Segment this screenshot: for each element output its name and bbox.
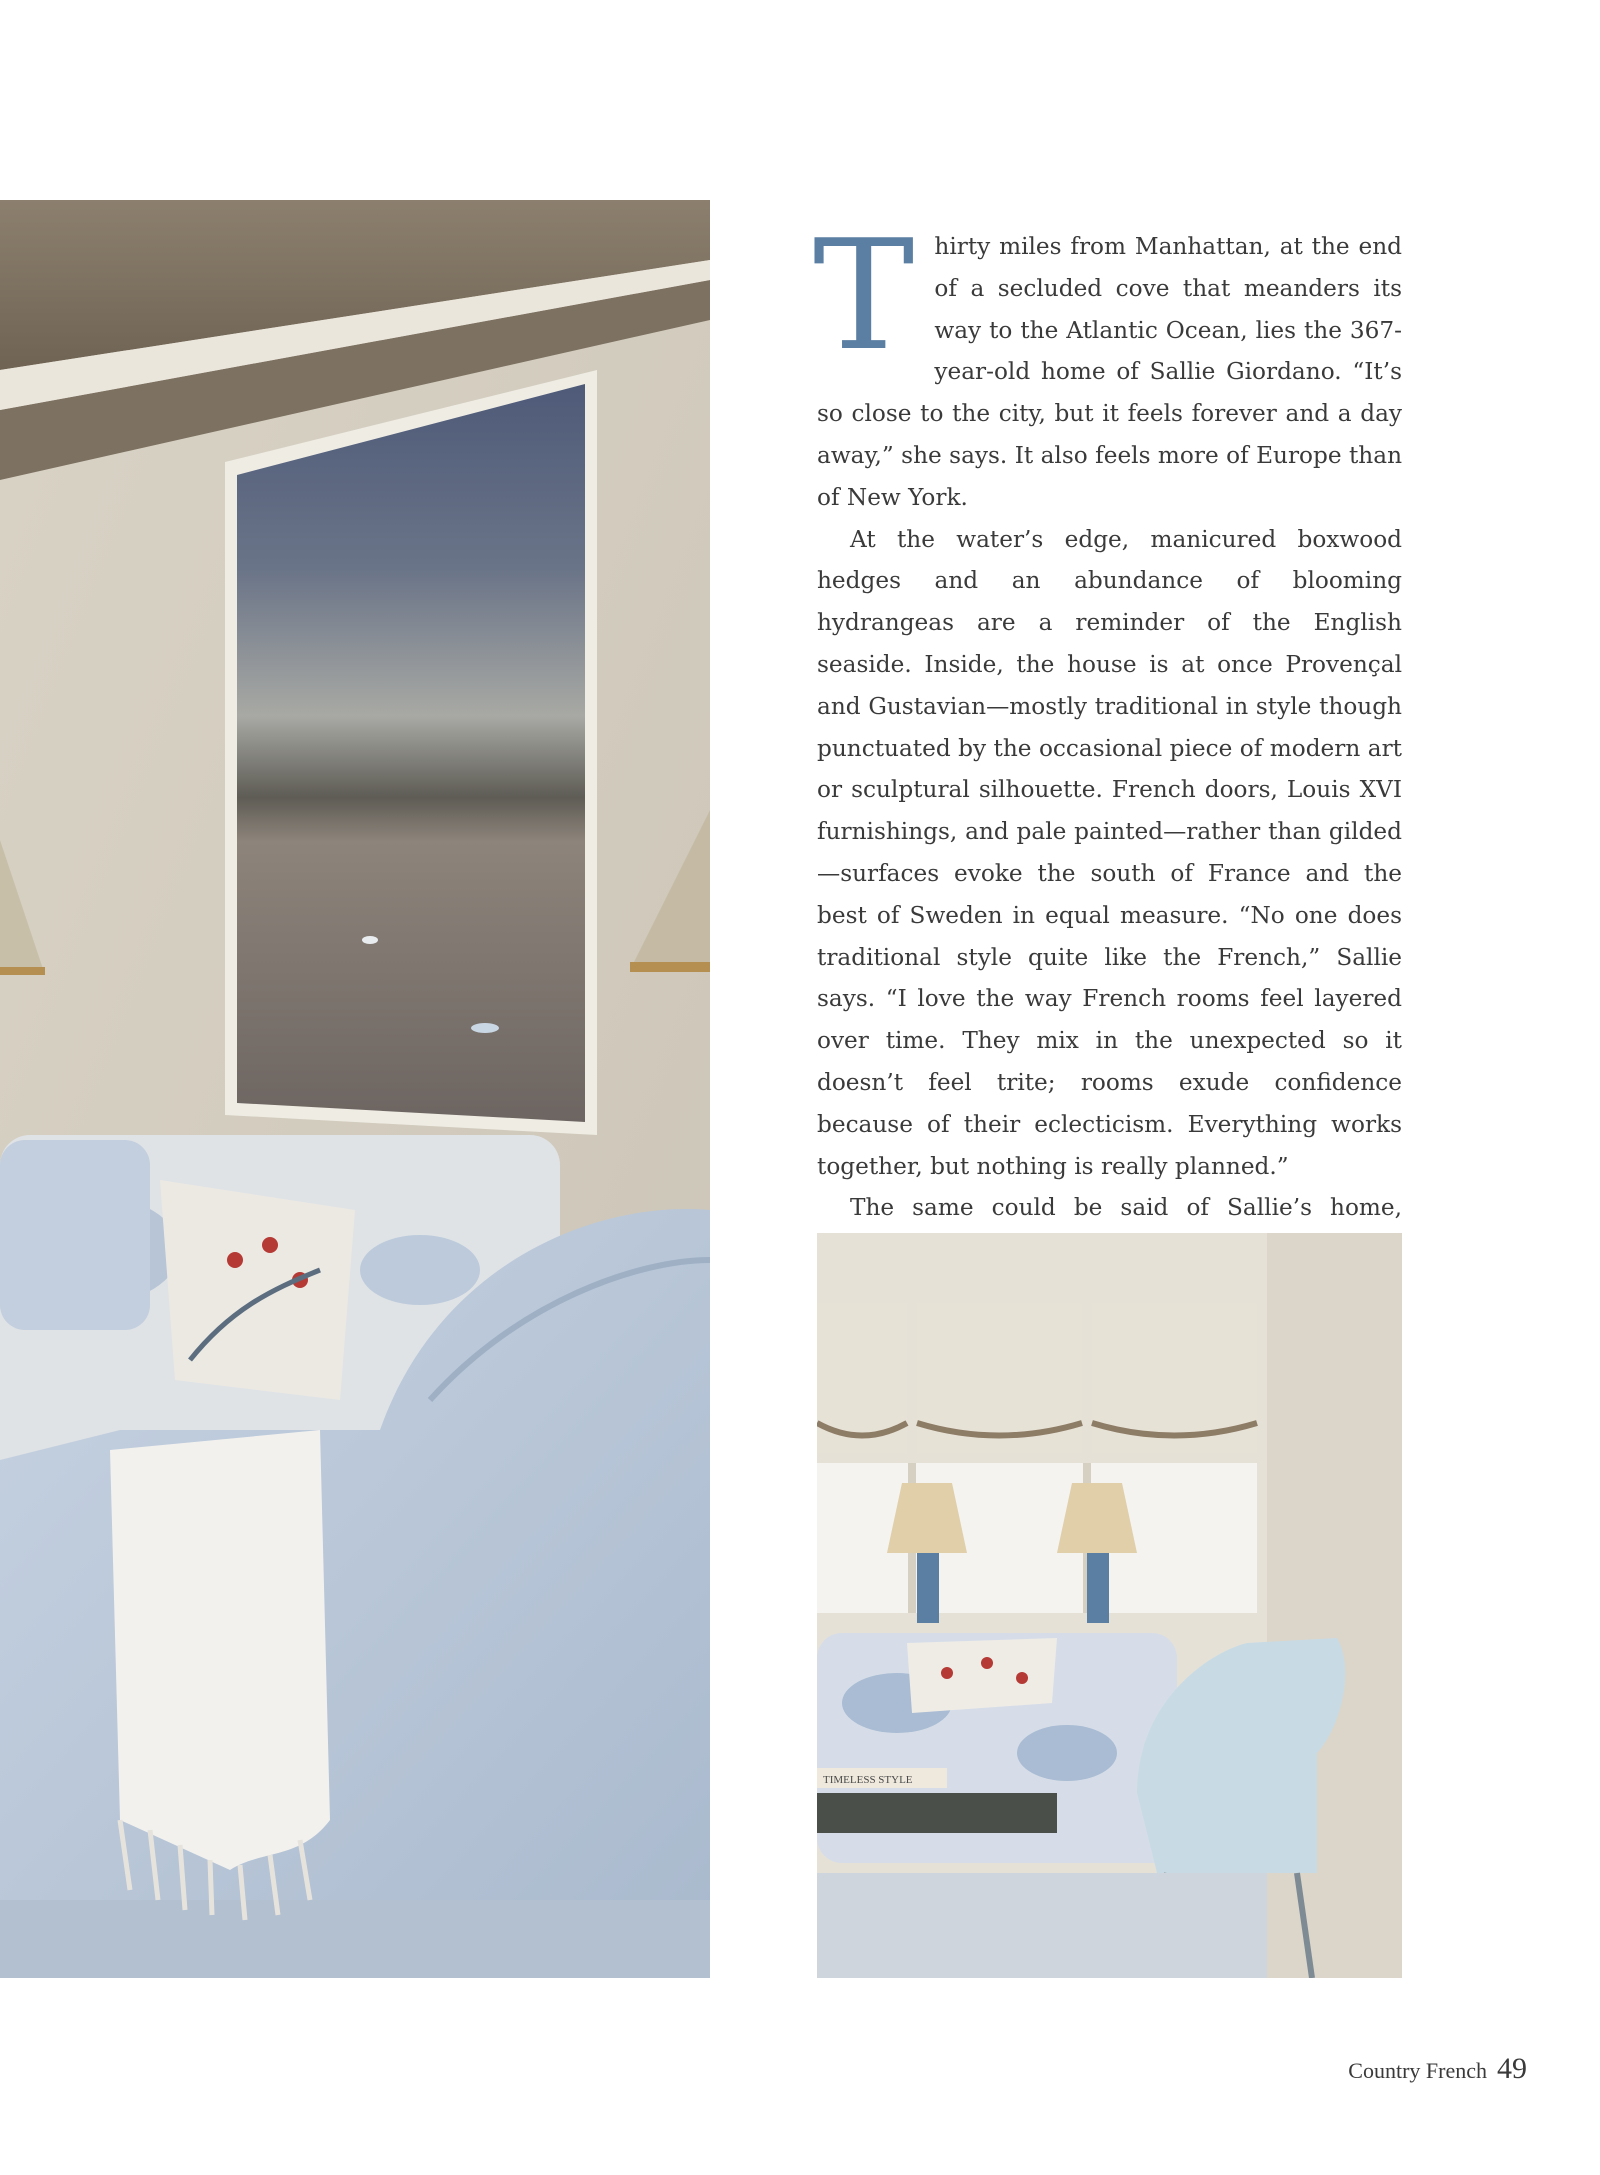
paragraph-2: At the water’s edge, manicured boxwood hedges and an abundance of blooming hydrangeas are a reminder of the English seaside. Inside, the house is at once Provençal and Gustavian—mostly traditional in style though punctuated by the occasional piece of modern art or sculptural silhouette. French doors, Louis XVI furnishings, and pale painted—rather than gilded—surfaces evoke the south of France and the best of Sweden in equal measure. “No one does traditional style quite like the French,” Sallie says. “I love the way French rooms feel layered over time. They mix in the unexpected so it doesn’t feel trite; rooms exude confidence because of their eclecticism. Everything works together, but nothing is really planned.” xyxy=(817,525,1402,1180)
page-number: 49 xyxy=(1497,2052,1527,2085)
white-throw xyxy=(110,1430,330,1870)
pillow xyxy=(0,1140,150,1330)
page-folio xyxy=(1348,2052,1527,2086)
article-body xyxy=(813,207,1402,1355)
coffee-table xyxy=(817,1793,1057,1833)
paragraph-1 xyxy=(813,207,1402,519)
pillow xyxy=(907,1638,1057,1713)
paragraph-1-text: hirty miles from Manhattan, at the end of a secluded cove that meanders its way to the Atlantic Ocean, lies the 367-year-old home of Sallie Giordano. “It’s so close to the city, but it feels forever and a day away,” she says. It also feels more of Europe than of New York. xyxy=(817,233,1402,511)
rug xyxy=(817,1873,1267,1978)
window-nook-photo xyxy=(817,1233,1402,1978)
paragraph-3: The same could be said of Sallie’s home, xyxy=(850,1194,1402,1222)
drop-cap: T xyxy=(813,207,915,384)
living-room-photo xyxy=(0,200,710,1978)
book-spine: TIMELESS STYLE xyxy=(823,1774,913,1786)
painting-canvas xyxy=(237,384,585,1122)
pillow xyxy=(160,1180,355,1400)
magazine-title: Country French xyxy=(1348,2058,1487,2083)
